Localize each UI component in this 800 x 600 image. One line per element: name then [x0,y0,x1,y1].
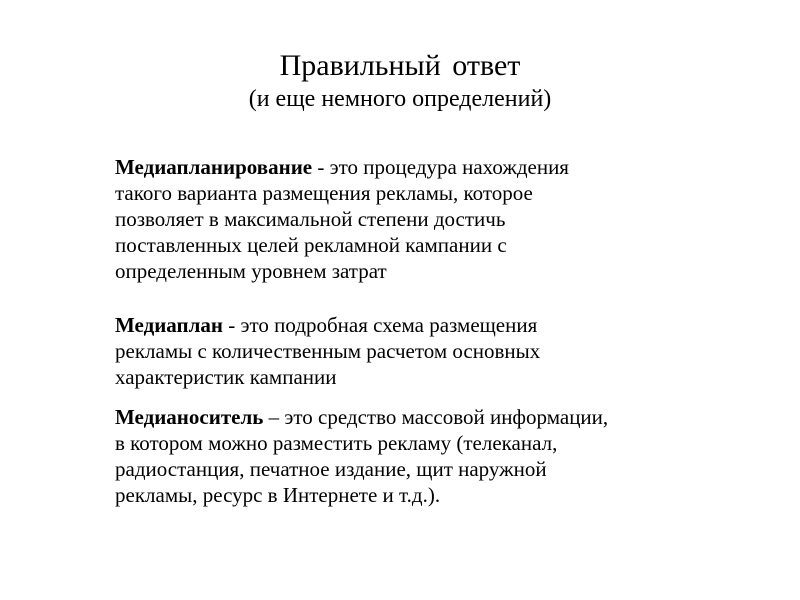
definition-mediaplanning [115,154,725,284]
definition-separator: – [263,405,285,429]
definition-line: поставленных целей рекламной кампании с [115,233,507,257]
definition-line [115,404,725,430]
definition-separator: - [223,313,241,337]
definition-term: Медиаплан [115,313,224,337]
slide-subtitle: (и еще немного определений) [248,86,552,112]
definition-text: это процедура нахождения [329,155,569,179]
definition-line [115,154,725,180]
definition-term: Медианоситель [115,405,264,429]
definition-line: радиостанция, печатное издание, щит наружной [115,457,547,481]
slide-title: Правильный ответ [279,49,521,82]
definition-line: рекламы с количественным расчетом основных [115,339,541,363]
title-block [0,48,800,114]
definition-text: это средство массовой информации, [284,405,609,429]
definition-line: характеристик кампании [115,365,337,389]
definition-line: позволяет в максимальной степени достичь [115,207,506,231]
definition-line: определенным уровнем затрат [115,259,387,283]
definition-separator: - [312,155,330,179]
definition-term: Медиапланирование [115,155,313,179]
definition-line: рекламы, ресурс в Интернете и т.д.). [115,483,441,507]
definition-line [115,312,725,338]
definition-text: это подробная схема размещения [240,313,538,337]
definition-media-carrier [115,404,725,508]
definition-line: в котором можно разместить рекламу (телеканал, [115,431,558,455]
definition-line: такого варианта размещения рекламы, которое [115,181,533,205]
definition-mediaplan [115,312,725,390]
